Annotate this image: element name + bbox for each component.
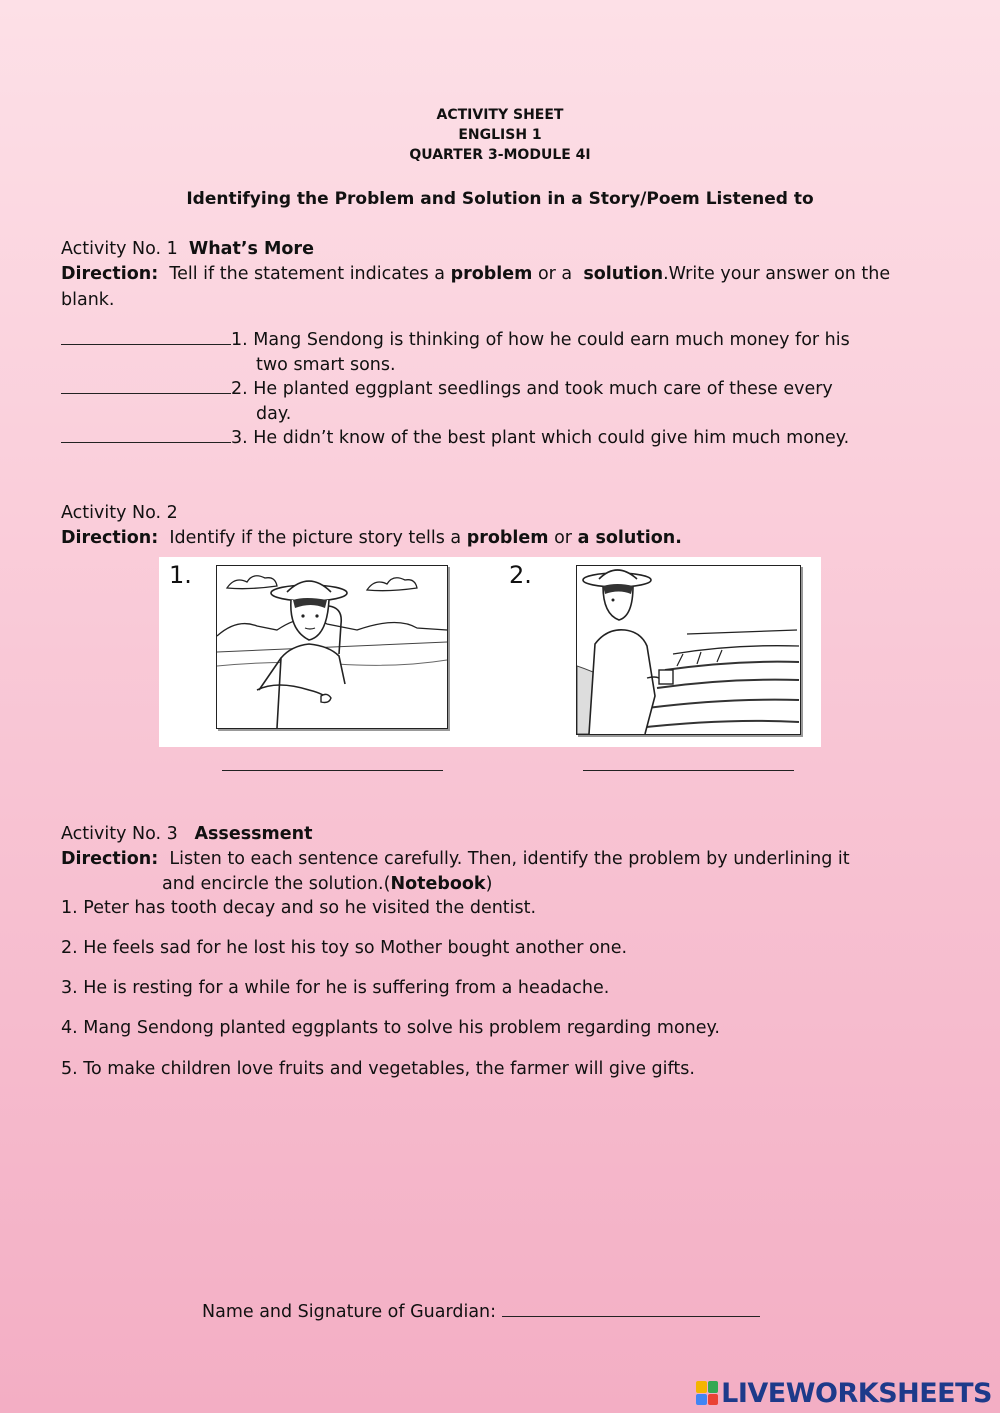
picture-farmer-planting [576,565,801,735]
answer-blank-2[interactable] [61,379,231,394]
activity3-heading: Activity No. 3 Assessment [61,824,313,844]
sheet-label: ACTIVITY SHEET [436,107,564,123]
activity3-direction: Direction: Listen to each sentence carefully. Then, identify the problem by underlining it [61,849,850,869]
picture-number-1: 1. [169,561,192,589]
activity1-direction-cont: blank. [61,290,115,310]
activity3-direction-cont: and encircle the solution.(Notebook) [162,874,493,894]
answer-blank-3[interactable] [61,428,231,443]
quarter-module-label: QUARTER 3-MODULE 4I [409,147,591,163]
boy-thinking-illustration [217,566,447,728]
picture-number-2: 2. [509,561,532,589]
activity1-heading: Activity No. 1 What’s More [61,239,314,259]
guardian-signature-line[interactable] [502,1302,760,1317]
activity1-item-2-cont: day. [256,404,292,424]
farmer-planting-illustration [577,566,800,734]
subject-label: ENGLISH 1 [458,127,542,143]
guardian-signature-row: Name and Signature of Guardian: [202,1302,760,1322]
activity3-item-5: 5. To make children love fruits and vegetables, the farmer will give gifts. [61,1059,695,1079]
activity1-item-2: 2. He planted eggplant seedlings and took much care of these every [61,379,833,399]
picture-story-panel [159,557,821,747]
liveworksheets-logo-icon [696,1381,718,1405]
picture-1-answer-line[interactable] [222,770,443,771]
picture-boy-thinking [216,565,448,729]
activity3-item-2: 2. He feels sad for he lost his toy so Mother bought another one. [61,938,628,958]
activity1-item-1: 1. Mang Sendong is thinking of how he could earn much money for his [61,330,850,350]
activity3-item-3: 3. He is resting for a while for he is suffering from a headache. [61,978,610,998]
answer-blank-1[interactable] [61,330,231,345]
picture-2-answer-line[interactable] [583,770,794,771]
activity1-item-1-cont: two smart sons. [256,355,396,375]
activity2-direction: Direction: Identify if the picture story tells a problem or a solution. [61,528,682,548]
activity3-item-4: 4. Mang Sendong planted eggplants to solve his problem regarding money. [61,1018,720,1038]
liveworksheets-logo-text: LIVEWORKSHEETS [721,1377,992,1409]
liveworksheets-logo[interactable] [696,1373,992,1413]
activity2-heading: Activity No. 2 [61,503,178,523]
page-title: Identifying the Problem and Solution in a Story/Poem Listened to [186,189,814,209]
activity1-direction: Direction: Tell if the statement indicates a problem or a solution.Write your answer on the [61,264,891,284]
activity3-item-1: 1. Peter has tooth decay and so he visited the dentist. [61,898,537,918]
activity1-item-3: 3. He didn’t know of the best plant which could give him much money. [61,428,849,448]
